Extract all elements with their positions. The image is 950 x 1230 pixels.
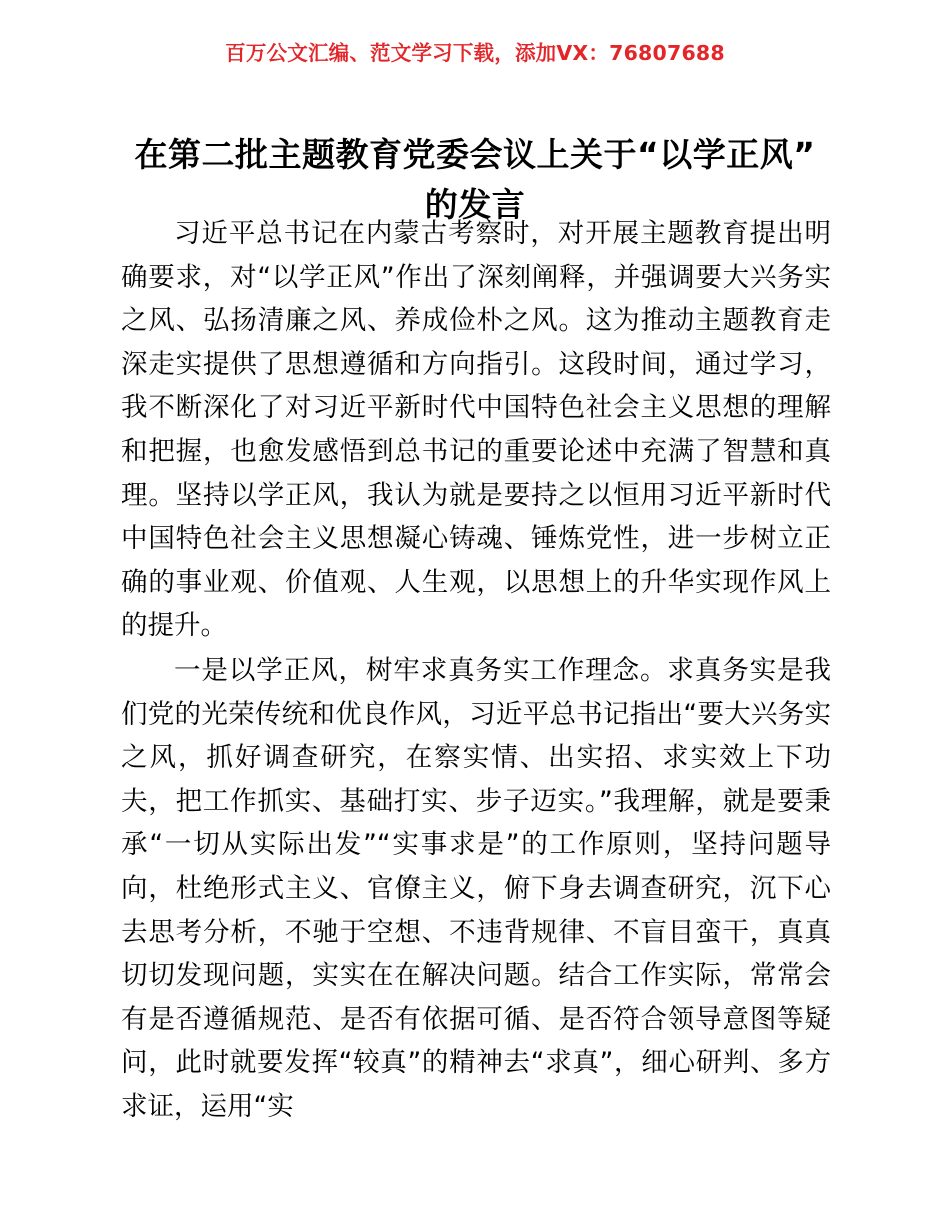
promo-banner <box>0 41 950 66</box>
document-body <box>121 212 831 1128</box>
body-paragraph-2: 一是以学正风，树牢求真务实工作理念。求真务实是我们党的光荣传统和优良作风，习近平总书记指出“要大兴务实之风，抓好调查研究，在察实情、出实招、求实效上下功夫，把工作抓实、基础打实、步子迈实。”我理解，就是要秉承“一切从实际出发”“实事求是”的工作原则，坚持问题导向，杜绝形式主义、官僚主义，俯下身去调查研究，沉下心去思考分析，不驰于空想、不违背规律、不盲目蛮干，真真切切发现问题，实实在在解决问题。结合工作实际，常常会有是否遵循规范、是否有依据可循、是否符合领导意图等疑问，此时就要发挥“较真”的精神去“求真”，细心研判、多方求证，运用“实 <box>121 654 831 1122</box>
document-title: 在第二批主题教育党委会议上关于“以学正风”的发言 <box>134 135 816 225</box>
body-paragraph-1: 习近平总书记在内蒙古考察时，对开展主题教育提出明确要求，对“以学正风”作出了深刻阐释，并强调要大兴务实之风、弘扬清廉之风、养成俭朴之风。这为推动主题教育走深走实提供了思想遵循和方向指引。这段时间，通过学习，我不断深化了对习近平新时代中国特色社会主义思想的理解和把握，也愈发感悟到总书记的重要论述中充满了智慧和真理。坚持以学正风，我认为就是要持之以恒用习近平新时代中国特色社会主义思想凝心铸魂、锤炼党性，进一步树立正确的事业观、价值观、人生观，以思想上的升华实现作风上的提升。 <box>121 218 831 642</box>
promo-banner-text: 百万公文汇编、范文学习下载，添加VX：76807688 <box>225 41 725 65</box>
